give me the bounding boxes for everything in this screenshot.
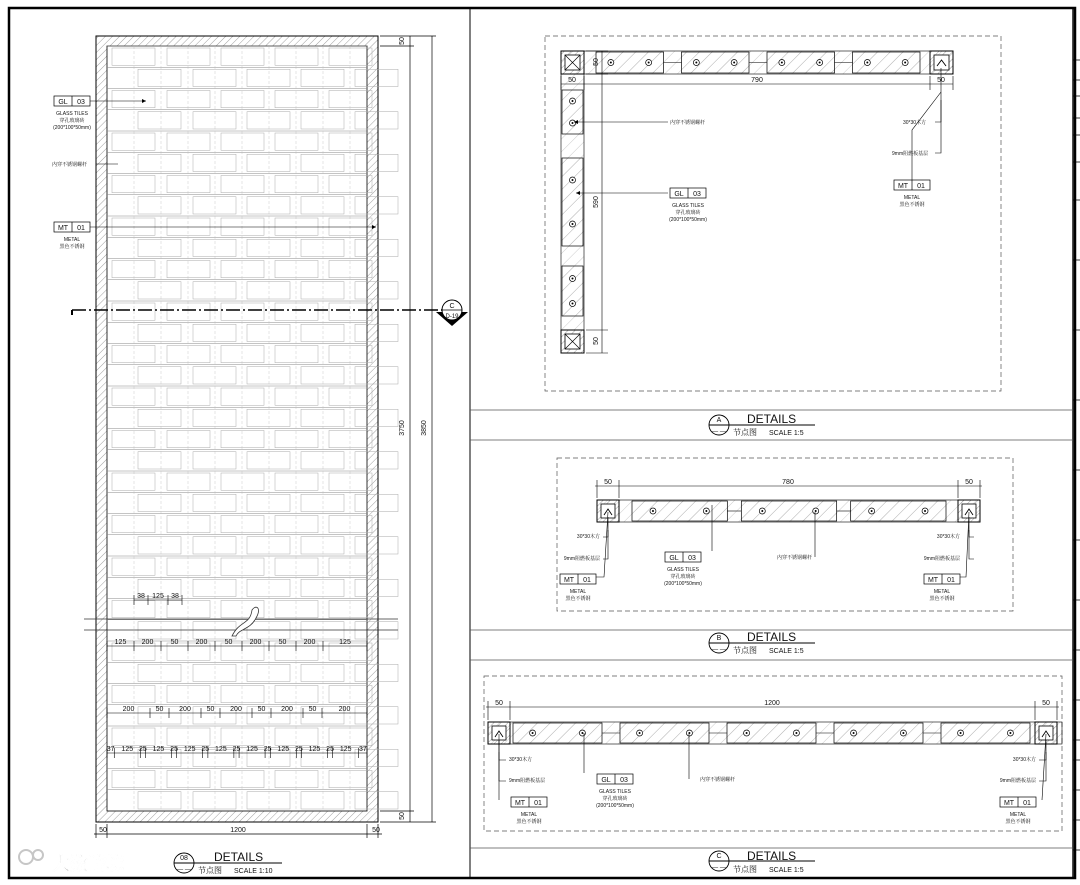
a-board-label: 9mm阻燃板基层: [892, 151, 929, 157]
rod-dot: [960, 732, 962, 734]
a-mt-num: 01: [917, 183, 925, 190]
detail-b: [557, 458, 1013, 611]
c-rod-label: 内穿不锈钢螺杆: [700, 777, 736, 783]
tag-mt-line2: 黑色不锈钢: [59, 244, 85, 250]
title-main-cn: 节点图: [198, 866, 222, 875]
title-main-scale: SCALE 1:10: [234, 868, 273, 875]
dim-row-b-label: 200: [249, 639, 262, 646]
dim-row-d-label: 25: [263, 746, 272, 753]
dim-row-d-label: 37: [106, 746, 115, 753]
dim-row-d-label: 125: [308, 746, 321, 753]
glass-tile-section: [513, 723, 602, 743]
b-mt-line1-left: METAL: [569, 589, 587, 595]
title-c-scale: SCALE 1:5: [769, 867, 804, 874]
detail-c-tiles: [513, 723, 1030, 743]
c-board-left: 9mm阻燃板基层: [509, 778, 546, 784]
title-c-id: C: [716, 853, 722, 860]
tag-gl-line2: 穿孔玻璃砖: [59, 118, 85, 124]
c-gl-line3: (200*100*50mm): [596, 803, 634, 809]
rod-dot: [572, 179, 574, 181]
detail-a: [545, 36, 1001, 391]
rod-dot: [572, 122, 574, 124]
rod-dot: [902, 732, 904, 734]
rod-dot: [581, 732, 583, 734]
dim-row-d-label: 25: [170, 746, 178, 753]
dim-row-c-label: 200: [122, 706, 135, 713]
rod-dot: [532, 732, 534, 734]
c-mt-line2-left: 黑色不锈钢: [516, 819, 542, 825]
c-mt-code-right: MT: [1003, 800, 1015, 807]
a-dim-left-50: 50: [568, 77, 576, 84]
dim-row-d-label: 125: [339, 746, 352, 753]
dim-row-d-label: 25: [201, 746, 210, 753]
a-dim-vbot-50: 50: [593, 337, 600, 345]
glass-tile-section: [632, 501, 727, 521]
rod-dot: [904, 62, 906, 64]
dim-row-d-label: 125: [246, 746, 258, 753]
b-gl-code: GL: [669, 555, 679, 562]
glass-tile-section: [562, 90, 583, 134]
title-a-scale: SCALE 1:5: [769, 430, 804, 437]
dim-row-b-label: 200: [195, 639, 208, 646]
dim-row-d-label: 125: [183, 746, 196, 753]
detail-c-tag-gl: [596, 774, 634, 809]
title-b-sub: — —: [712, 647, 726, 653]
glass-tile-section: [767, 52, 835, 73]
rod-dot: [815, 510, 817, 512]
b-mt-code-left: MT: [563, 577, 575, 584]
rod-dot: [761, 510, 763, 512]
glass-tile-section: [727, 723, 816, 743]
watermark: [19, 850, 124, 874]
dim-row-d-label: 125: [121, 746, 134, 753]
b-gl-num: 03: [688, 555, 696, 562]
a-gl-num: 03: [693, 191, 701, 198]
detail-a-frame: [545, 36, 1001, 391]
dim-row-b-label: 50: [224, 639, 233, 646]
c-mt-line1-left: METAL: [520, 812, 538, 818]
detail-a-dim-lines: [561, 51, 953, 353]
rod-dot: [652, 510, 654, 512]
title-a-title: DETAILS: [747, 412, 797, 426]
dim-3750: 3750: [399, 420, 406, 436]
a-dim-790: 790: [751, 77, 763, 84]
tag-gl-line3: (200*100*50mm): [53, 125, 91, 131]
a-dim-590: 590: [593, 196, 600, 208]
title-a-sub: — —: [712, 429, 726, 435]
a-mt-code: MT: [897, 183, 909, 190]
title-b-cn: 节点图: [733, 646, 757, 655]
rod-dot: [924, 510, 926, 512]
dim-row-a-label: 38: [171, 593, 179, 600]
dim-row-b-label: 125: [114, 639, 127, 646]
dim-row-c-label: 50: [308, 706, 317, 713]
a-gl-line2: 穿孔玻璃砖: [675, 210, 701, 216]
section-mark-letter: C: [449, 303, 455, 310]
dim-row-d-label: 37: [358, 746, 367, 753]
rod-dot: [853, 732, 855, 734]
b-gl-line3: (200*100*50mm): [664, 581, 702, 587]
detail-b-tiles: [632, 501, 946, 521]
c-gl-code: GL: [601, 777, 611, 784]
rod-dot: [610, 62, 612, 64]
detail-a-post-tr: [930, 51, 953, 74]
title-a: [709, 412, 815, 437]
c-mt-code-left: MT: [514, 800, 526, 807]
c-tube-left: 30*30木方: [509, 757, 533, 763]
glass-tile-elevation: [72, 36, 445, 822]
detail-a-left-tiles: [562, 90, 583, 316]
detail-a-post-bl: [561, 330, 584, 353]
b-dim-780: 780: [782, 479, 794, 486]
glass-tile-section: [620, 723, 709, 743]
a-gl-line1: GLASS TILES: [672, 203, 704, 209]
dim-row-c-label: 200: [338, 706, 351, 713]
dim-row-a-label: 125: [152, 593, 164, 600]
title-main-sub: — —: [177, 867, 191, 873]
rod-dot: [733, 62, 735, 64]
rod-dot: [648, 62, 650, 64]
dim-row-d-label: 25: [294, 746, 303, 753]
a-rod-label: 内穿不锈钢螺杆: [670, 120, 706, 126]
watermark-logo-icon: [19, 850, 33, 864]
c-gl-num: 03: [620, 777, 628, 784]
a-gl-code: GL: [674, 191, 684, 198]
b-gl-line1: GLASS TILES: [667, 567, 699, 573]
detail-a-leaders: [574, 68, 941, 193]
c-mt-line2-right: 黑色不锈钢: [1005, 819, 1031, 825]
dim-row-c-label: 50: [206, 706, 215, 713]
title-main-id: 08: [180, 855, 188, 862]
title-b: [709, 630, 815, 655]
section-mark-sheet: D-19: [445, 314, 459, 320]
glass-tile-section: [562, 158, 583, 246]
c-dim-1200: 1200: [764, 700, 780, 707]
b-board-right: 9mm阻燃板基层: [923, 556, 960, 562]
dim-row-b-label: 200: [303, 639, 316, 646]
glass-tile-section: [834, 723, 923, 743]
c-gl-line2: 穿孔玻璃砖: [602, 796, 628, 802]
tag-rod-label: 内穿不锈钢螺杆: [52, 162, 88, 168]
dim-row-c-label: 50: [155, 706, 164, 713]
a-mt-line1: METAL: [903, 195, 921, 201]
dim-bottom-right-50: 50: [372, 827, 380, 834]
glass-tile-section: [851, 501, 946, 521]
dim-row-d-label: 125: [152, 746, 165, 753]
dim-row-b-label: 125: [339, 639, 351, 646]
detail-b-tag-mt-right: [924, 574, 960, 602]
rod-dot: [639, 732, 641, 734]
c-dim-right-50: 50: [1042, 700, 1050, 707]
detail-a-post-tl: [561, 51, 584, 74]
rod-dot: [572, 100, 574, 102]
dim-row-d-label: 25: [232, 746, 241, 753]
dim-row-c-label: 200: [179, 706, 191, 713]
glass-tile-section: [741, 501, 836, 521]
section-mark: [436, 300, 468, 326]
rod-dot: [572, 278, 574, 280]
detail-b-tag-mt-left: [560, 574, 596, 602]
a-tube-label: 30*30木方: [903, 120, 927, 126]
rod-dot: [705, 510, 707, 512]
glass-tile-section: [853, 52, 921, 73]
tag-gl-num: 03: [77, 99, 85, 106]
a-mt-line2: 黑色不锈钢: [899, 202, 925, 208]
a-gl-line3: (200*100*50mm): [669, 217, 707, 223]
rod-dot: [1009, 732, 1011, 734]
title-main: [174, 850, 282, 875]
dim-row-c-label: 200: [281, 706, 293, 713]
rod-dot: [695, 62, 697, 64]
b-tube-right: 30*30木方: [936, 534, 960, 540]
tag-mt-code: MT: [57, 225, 69, 232]
a-dim-vtop-50: 50: [593, 58, 600, 66]
b-mt-line1-right: METAL: [933, 589, 951, 595]
title-b-id: B: [716, 635, 722, 642]
dim-row-b-label: 50: [170, 639, 179, 646]
c-mt-num-right: 01: [1023, 800, 1031, 807]
tag-gl-line1: GLASS TILES: [56, 111, 88, 117]
b-tube-left: 30*30木方: [576, 534, 600, 540]
title-a-cn: 节点图: [733, 428, 757, 437]
dim-row-d-label: 25: [138, 746, 147, 753]
rod-dot: [746, 732, 748, 734]
title-c: [709, 849, 815, 874]
c-mt-num-left: 01: [534, 800, 542, 807]
detail-a-tag-gl: [669, 188, 707, 223]
rod-dot: [572, 303, 574, 305]
rod-dot: [871, 510, 873, 512]
glass-tile-section: [596, 52, 664, 73]
dim-bottom-left-50: 50: [99, 827, 107, 834]
title-b-title: DETAILS: [747, 630, 797, 644]
watermark-text: 大数暗境: [52, 854, 124, 874]
b-board-left: 9mm阻燃板基层: [563, 556, 600, 562]
b-dim-right-50: 50: [965, 479, 973, 486]
glass-tile-section: [941, 723, 1030, 743]
title-c-cn: 节点图: [733, 865, 757, 874]
title-a-id: A: [716, 417, 722, 424]
b-dim-left-50: 50: [604, 479, 612, 486]
dim-row-a-label: 38: [137, 593, 145, 600]
title-c-title: DETAILS: [747, 849, 797, 863]
c-mt-line1-right: METAL: [1009, 812, 1027, 818]
detail-c-tag-mt-left: [511, 797, 547, 825]
rod-dot: [781, 62, 783, 64]
detail-c: [484, 676, 1062, 831]
dim-row-b-label: 200: [141, 639, 154, 646]
dim-3850: 3850: [421, 420, 428, 436]
detail-a-tag-mt: [894, 180, 930, 208]
detail-c-tag-mt-right: [1000, 797, 1036, 825]
b-mt-num-left: 01: [583, 577, 591, 584]
c-dim-left-50: 50: [495, 700, 503, 707]
title-b-scale: SCALE 1:5: [769, 648, 804, 655]
dim-row-d-label: 125: [215, 746, 227, 753]
rod-dot: [795, 732, 797, 734]
title-c-sub: — —: [712, 865, 726, 871]
tag-gl-code: GL: [58, 99, 68, 106]
tag-mt-line1: METAL: [63, 237, 81, 243]
glass-tile-section: [682, 52, 750, 73]
rod-dot: [866, 62, 868, 64]
c-tube-right: 30*30木方: [1012, 757, 1036, 763]
dim-bottom-50: 50: [399, 812, 406, 820]
c-board-right: 9mm阻燃板基层: [999, 778, 1036, 784]
tag-mt-num: 01: [77, 225, 85, 232]
title-main-title: DETAILS: [214, 850, 264, 864]
dim-row-c-label: 50: [257, 706, 266, 713]
c-gl-line1: GLASS TILES: [599, 789, 631, 795]
dim-row-d-label: 25: [326, 746, 334, 753]
dim-bottom-1200: 1200: [230, 827, 246, 834]
b-mt-code-right: MT: [927, 577, 939, 584]
b-gl-line2: 穿孔玻璃砖: [670, 574, 696, 580]
rod-dot: [819, 62, 821, 64]
dim-row-c-label: 200: [230, 706, 242, 713]
rod-dot: [572, 223, 574, 225]
glass-tile-section: [562, 266, 583, 316]
dim-top-50: 50: [399, 37, 406, 45]
b-mt-line2-right: 黑色不锈钢: [929, 596, 955, 602]
a-dim-right-50: 50: [937, 77, 945, 84]
b-rod-label: 内穿不锈钢螺杆: [776, 555, 812, 561]
b-mt-line2-left: 黑色不锈钢: [565, 596, 591, 602]
dim-row-b-label: 50: [278, 639, 287, 646]
b-mt-num-right: 01: [947, 577, 955, 584]
dim-row-d-label: 125: [277, 746, 290, 753]
detail-b-tag-gl: [664, 552, 702, 587]
